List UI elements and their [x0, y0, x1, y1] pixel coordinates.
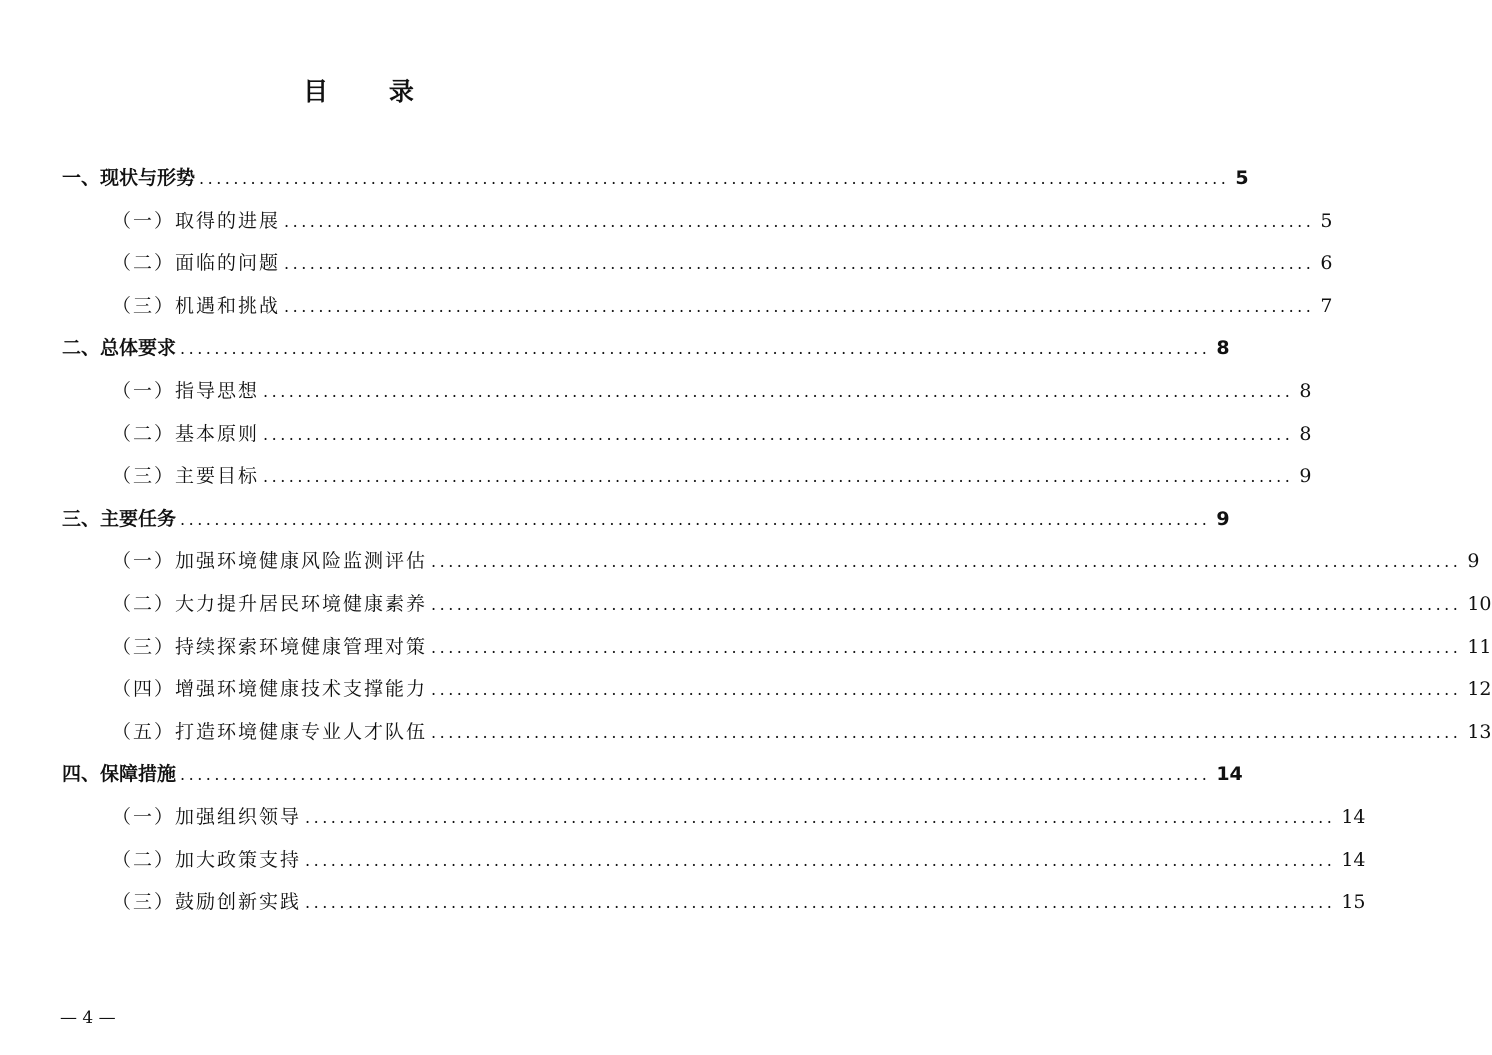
toc-entry-label: （二）面临的问题: [112, 252, 281, 275]
dot-leader: ........................................................................................................................: [284, 296, 1315, 316]
toc-section-entry[interactable]: [0, 370, 1312, 413]
toc-section-entry[interactable]: [0, 626, 1492, 669]
toc-entry-page: 13: [1467, 720, 1492, 743]
toc-entry-label: 二、总体要求: [62, 337, 177, 360]
toc-section-entry[interactable]: [0, 881, 1366, 924]
toc-section-entry[interactable]: [0, 285, 1333, 328]
toc-entry-label: 三、主要任务: [62, 507, 177, 530]
toc-chapter-entry[interactable]: [0, 753, 1243, 796]
dot-leader: ........................................................................................................................: [431, 637, 1462, 657]
dot-leader: ........................................................................................................................: [305, 807, 1336, 827]
toc-entry-label: （四）增强环境健康技术支撑能力: [112, 678, 428, 701]
toc-entry-page: 7: [1320, 294, 1333, 317]
dot-leader: ........................................................................................................................: [431, 552, 1462, 572]
toc-entry-label: （三）鼓励创新实践: [112, 891, 302, 914]
toc-entry-page: 5: [1235, 167, 1249, 189]
toc-entry-label: （二）加大政策支持: [112, 848, 302, 871]
toc-entry-page: 5: [1320, 209, 1333, 232]
toc-entry-label: 一、现状与形势: [62, 167, 196, 189]
toc-chapter-entry[interactable]: [0, 157, 1249, 200]
toc-entry-label: （五）打造环境健康专业人才队伍: [112, 720, 428, 743]
dot-leader: ........................................................................................................................: [305, 893, 1336, 913]
toc-entry-label: （三）持续探索环境健康管理对策: [112, 635, 428, 658]
toc-section-entry[interactable]: [0, 583, 1492, 626]
dot-leader: ........................................................................................................................: [180, 765, 1211, 785]
toc-section-entry[interactable]: [0, 455, 1312, 498]
toc-section-entry[interactable]: [0, 413, 1312, 456]
toc-entry-label: （一）取得的进展: [112, 209, 281, 232]
toc-section-entry[interactable]: [0, 540, 1480, 583]
toc-entry-page: 14: [1216, 763, 1243, 786]
page-number-footer: — 4 —: [60, 1008, 116, 1028]
toc-entry-page: 12: [1467, 678, 1492, 701]
toc-section-entry[interactable]: [0, 668, 1492, 711]
toc-entry-page: 8: [1299, 422, 1312, 445]
dot-leader: ........................................................................................................................: [263, 424, 1294, 444]
toc-entry-page: 15: [1341, 891, 1366, 914]
dot-leader: ........................................................................................................................: [284, 211, 1315, 231]
toc-entry-label: （一）加强环境健康风险监测评估: [112, 550, 428, 573]
toc-entry-page: 14: [1341, 805, 1366, 828]
toc-entry-page: 11: [1467, 635, 1492, 658]
toc-section-entry[interactable]: [0, 796, 1366, 839]
toc-section-entry[interactable]: [0, 242, 1333, 285]
toc-entry-page: 14: [1341, 848, 1366, 871]
toc-entry-page: 9: [1299, 465, 1312, 488]
toc-entry-page: 9: [1216, 507, 1230, 530]
toc-chapter-entry[interactable]: [0, 327, 1230, 370]
toc-section-entry[interactable]: [0, 200, 1333, 243]
toc-entry-label: （三）主要目标: [112, 465, 260, 488]
table-of-contents: [0, 157, 1492, 924]
toc-section-entry[interactable]: [0, 839, 1366, 882]
toc-entry-page: 6: [1320, 252, 1333, 275]
toc-chapter-entry[interactable]: [0, 498, 1230, 541]
toc-entry-page: 9: [1467, 550, 1480, 573]
toc-entry-label: （三）机遇和挑战: [112, 294, 281, 317]
toc-entry-label: （二）大力提升居民环境健康素养: [112, 592, 428, 615]
toc-entry-label: （一）加强组织领导: [112, 805, 302, 828]
toc-section-entry[interactable]: [0, 711, 1492, 754]
toc-title: 目 录: [303, 77, 440, 106]
dot-leader: ........................................................................................................................: [431, 594, 1462, 614]
dot-leader: ........................................................................................................................: [199, 169, 1230, 188]
dot-leader: ........................................................................................................................: [263, 381, 1294, 401]
dot-leader: ........................................................................................................................: [180, 339, 1211, 359]
toc-entry-page: 8: [1216, 337, 1230, 360]
dot-leader: ........................................................................................................................: [180, 509, 1211, 529]
dot-leader: ........................................................................................................................: [263, 467, 1294, 487]
toc-entry-page: 8: [1299, 379, 1312, 402]
dot-leader: ........................................................................................................................: [305, 850, 1336, 870]
toc-entry-label: （一）指导思想: [112, 379, 260, 402]
dot-leader: ........................................................................................................................: [431, 680, 1462, 700]
dot-leader: ........................................................................................................................: [431, 722, 1462, 742]
toc-entry-page: 10: [1467, 592, 1492, 615]
toc-entry-label: （二）基本原则: [112, 422, 260, 445]
toc-entry-label: 四、保障措施: [62, 763, 177, 786]
dot-leader: ........................................................................................................................: [284, 254, 1315, 274]
